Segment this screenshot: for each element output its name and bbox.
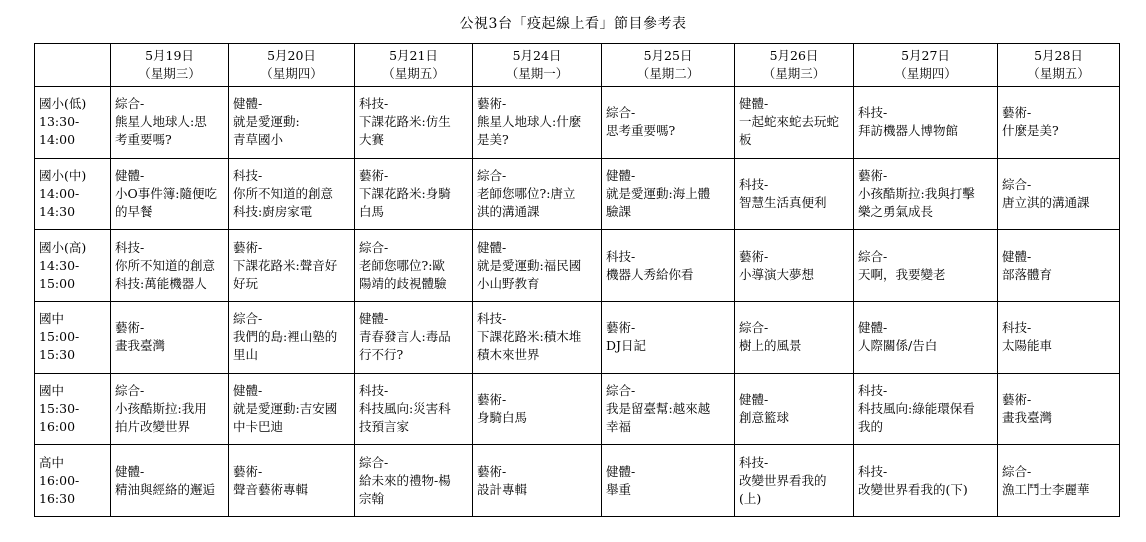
program-category: 科技-	[359, 382, 389, 398]
time-slot-line: 16:00	[39, 418, 76, 434]
program-category: 藝術-	[233, 239, 263, 255]
program-title-line: 人際關係/告白	[858, 338, 938, 354]
program-category: 藝術-	[1002, 391, 1032, 407]
program-title-line: 老師您哪位?:歐	[359, 257, 445, 273]
program-cell	[854, 373, 998, 445]
day-weekday: （星期一）	[505, 66, 569, 81]
program-cell	[355, 301, 473, 373]
program-cell	[473, 301, 602, 373]
time-slot-line: 國小(高)	[39, 239, 87, 255]
program-title-line: 下課花路米:身騎	[359, 185, 451, 201]
program-cell	[355, 158, 473, 230]
program-cell	[111, 230, 229, 302]
program-category: 科技-	[858, 105, 888, 121]
program-title-line: 舉重	[606, 481, 632, 497]
program-title-line: 小孩酷斯拉:我用	[115, 400, 207, 416]
program-cell	[602, 230, 735, 302]
program-category: 綜合-	[359, 454, 389, 470]
program-cell	[111, 158, 229, 230]
day-date: 5月21日	[389, 48, 438, 63]
program-title-line: 熊星人地球人:什麼	[477, 114, 582, 130]
program-title-line: 下課花路米:仿生	[359, 114, 451, 130]
day-date: 5月24日	[512, 48, 562, 63]
program-category: 健體-	[359, 311, 389, 327]
program-cell	[111, 373, 229, 445]
time-slot-line: 15:00-	[39, 329, 80, 345]
day-header	[111, 44, 229, 87]
program-category: 科技-	[477, 311, 507, 327]
day-header	[473, 44, 602, 87]
day-date: 5月20日	[267, 48, 316, 63]
program-title-line: 技預言家	[359, 418, 410, 434]
program-cell	[735, 373, 854, 445]
program-cell	[229, 230, 355, 302]
program-title-line: 淇的溝通課	[477, 203, 540, 219]
program-category: 健體-	[115, 167, 145, 183]
day-date: 5月19日	[145, 48, 194, 63]
program-title-line: 白馬	[359, 203, 385, 219]
program-category: 藝術-	[606, 320, 636, 336]
program-title-line: DJ日記	[606, 338, 647, 354]
time-slot-line: 15:00	[39, 275, 76, 291]
program-cell	[229, 373, 355, 445]
program-cell	[473, 158, 602, 230]
program-title-line: 驗課	[606, 203, 632, 219]
day-header	[998, 44, 1120, 87]
program-category: 綜合-	[233, 311, 263, 327]
day-weekday: （星期四）	[260, 66, 323, 81]
time-slot-line: 15:30-	[39, 400, 80, 416]
program-title-line: 樹上的風景	[739, 338, 802, 354]
program-category: 綜合-	[1002, 463, 1032, 479]
time-slot-cell	[35, 373, 111, 445]
program-title-line: 好玩	[233, 275, 259, 291]
time-slot-line: 國中	[39, 382, 65, 398]
page-title: 公視3台「疫起線上看」節目參考表	[459, 16, 687, 32]
program-cell	[998, 445, 1120, 517]
day-date: 5月28日	[1034, 48, 1083, 63]
program-title-line: 樂之勇氣成長	[858, 203, 934, 219]
program-cell	[602, 158, 735, 230]
program-title-line: 太陽能車	[1002, 338, 1053, 354]
program-cell	[735, 230, 854, 302]
program-cell	[473, 87, 602, 159]
program-cell	[229, 301, 355, 373]
schedule-table	[34, 43, 1120, 517]
program-title-line: 身騎白馬	[477, 409, 528, 425]
program-category: 藝術-	[1002, 105, 1032, 121]
program-title-line: 板	[739, 132, 752, 148]
program-title-line: 考重要嗎?	[115, 132, 172, 148]
time-slot-line: 16:00-	[39, 472, 80, 488]
time-slot-line: 14:30-	[39, 257, 80, 273]
program-title-line: 是美?	[477, 132, 509, 148]
program-title-line: 創意籃球	[739, 409, 790, 425]
program-title-line: 就是愛運動:海上體	[606, 185, 711, 201]
program-title-line: 下課花路米:積木堆	[477, 329, 582, 345]
day-header	[602, 44, 735, 87]
program-cell	[602, 301, 735, 373]
program-category: 健體-	[606, 463, 636, 479]
program-category: 科技-	[606, 248, 636, 264]
time-slot-cell	[35, 230, 111, 302]
program-cell	[111, 87, 229, 159]
program-category: 綜合-	[739, 320, 769, 336]
program-title-line: 設計專輯	[477, 481, 528, 497]
program-category: 藝術-	[477, 391, 507, 407]
program-title-line: 你所不知道的創意	[233, 185, 334, 201]
program-title-line: 幸福	[606, 418, 632, 434]
program-title-line: 就是愛運動:	[233, 114, 300, 130]
program-category: 藝術-	[477, 96, 507, 112]
program-category: 健體-	[858, 320, 888, 336]
program-category: 科技-	[739, 454, 769, 470]
time-slot-line: 14:30	[39, 203, 76, 219]
program-cell	[854, 445, 998, 517]
program-title-line: 我們的島:裡山塾的	[233, 329, 338, 345]
program-category: 藝術-	[739, 248, 769, 264]
schedule-row	[35, 87, 1120, 159]
day-weekday: （星期五）	[1027, 66, 1090, 81]
program-category: 綜合-	[858, 248, 888, 264]
day-header	[355, 44, 473, 87]
program-title-line: 精油與經絡的邂逅	[115, 481, 216, 497]
program-cell	[473, 373, 602, 445]
program-title-line: 部落體育	[1002, 266, 1053, 282]
program-category: 藝術-	[477, 463, 507, 479]
day-header	[854, 44, 998, 87]
program-cell	[355, 87, 473, 159]
program-cell	[473, 445, 602, 517]
program-cell	[854, 230, 998, 302]
program-category: 健體-	[739, 96, 769, 112]
program-title-line: 唐立淇的溝通課	[1002, 194, 1090, 210]
program-cell	[229, 445, 355, 517]
program-cell	[355, 373, 473, 445]
time-slot-line: 15:30	[39, 347, 76, 363]
program-cell	[473, 230, 602, 302]
time-slot-cell	[35, 158, 111, 230]
program-category: 綜合-	[606, 382, 636, 398]
day-date: 5月25日	[643, 48, 693, 63]
program-cell	[735, 445, 854, 517]
day-weekday: （星期四）	[894, 66, 957, 81]
program-title-line: 里山	[233, 347, 259, 363]
program-title-line: 下課花路米:聲音好	[233, 257, 338, 273]
program-title-line: 熊星人地球人:思	[115, 114, 207, 130]
program-cell	[229, 87, 355, 159]
program-title-line: 積木來世界	[477, 347, 540, 363]
program-title-line: 青草國小	[233, 132, 284, 148]
program-cell	[602, 373, 735, 445]
time-slot-line: 16:30	[39, 490, 76, 506]
program-category: 綜合-	[477, 167, 507, 183]
time-slot-line: 14:00	[39, 132, 76, 148]
program-title-line: 小O事件簿:隨便吃	[115, 185, 217, 201]
program-category: 科技-	[858, 382, 888, 398]
time-slot-cell	[35, 301, 111, 373]
program-title-line: 給未來的禮物-楊	[359, 472, 451, 488]
program-title-line: 思考重要嗎?	[606, 123, 676, 139]
program-title-line: 一起蛇來蛇去玩蛇	[739, 114, 840, 130]
time-slot-line: 國小(中)	[39, 167, 87, 183]
header-row	[35, 44, 1120, 87]
program-title-line: 天啊，我要變老	[858, 266, 946, 282]
program-category: 健體-	[233, 382, 263, 398]
program-category: 科技-	[739, 176, 769, 192]
program-title-line: 拜訪機器人博物館	[858, 123, 959, 139]
day-date: 5月27日	[901, 48, 950, 63]
program-cell	[229, 158, 355, 230]
day-date: 5月26日	[769, 48, 819, 63]
program-title-line: 畫我臺灣	[1002, 409, 1053, 425]
program-category: 藝術-	[858, 167, 888, 183]
program-cell	[854, 87, 998, 159]
program-title-line: 就是愛運動:福民國	[477, 257, 582, 273]
program-title-line: 青春發言人:毒品	[359, 329, 451, 345]
program-cell	[111, 445, 229, 517]
day-weekday: （星期三）	[138, 66, 201, 81]
program-category: 科技-	[858, 463, 888, 479]
program-cell	[998, 87, 1120, 159]
program-category: 健體-	[115, 463, 145, 479]
day-header	[229, 44, 355, 87]
program-title-line: 改變世界看我的	[739, 472, 827, 488]
program-cell	[998, 301, 1120, 373]
program-title-line: 科技風向:災害科	[359, 400, 451, 416]
program-title-line: 陽靖的歧視體驗	[359, 275, 447, 291]
program-title-line: 小山野教育	[477, 275, 540, 291]
time-slot-line: 14:00-	[39, 185, 80, 201]
program-title-line: (上)	[739, 490, 762, 506]
program-title-line: 宗翰	[359, 490, 385, 506]
program-title-line: 我是留臺幫:越來越	[606, 400, 711, 416]
program-category: 科技-	[115, 239, 145, 255]
program-category: 科技-	[233, 167, 263, 183]
program-category: 健體-	[739, 391, 769, 407]
program-cell	[998, 373, 1120, 445]
program-category: 健體-	[606, 167, 636, 183]
program-category: 健體-	[233, 96, 263, 112]
program-category: 綜合-	[359, 239, 389, 255]
schedule-row	[35, 373, 1120, 445]
program-category: 綜合-	[115, 382, 145, 398]
program-cell	[602, 445, 735, 517]
program-title-line: 科技:萬能機器人	[115, 275, 207, 291]
program-title-line: 行不行?	[359, 347, 404, 363]
program-category: 健體-	[1002, 248, 1032, 264]
program-cell	[602, 87, 735, 159]
program-title-line: 老師您哪位?:唐立	[477, 185, 576, 201]
day-header	[735, 44, 854, 87]
schedule-row	[35, 158, 1120, 230]
program-category: 藝術-	[233, 463, 263, 479]
program-cell	[355, 445, 473, 517]
program-category: 綜合-	[1002, 176, 1032, 192]
time-slot-line: 高中	[39, 454, 65, 470]
schedule-row	[35, 230, 1120, 302]
program-title-line: 的早餐	[115, 203, 153, 219]
time-slot-line: 13:30-	[39, 114, 80, 130]
program-title-line: 小導演大夢想	[739, 266, 815, 282]
program-title-line: 就是愛運動:吉安國	[233, 400, 338, 416]
day-weekday: （星期二）	[636, 66, 700, 81]
program-cell	[854, 301, 998, 373]
schedule-row	[35, 445, 1120, 517]
program-title-line: 什麼是美?	[1002, 123, 1059, 139]
time-slot-cell	[35, 87, 111, 159]
program-cell	[355, 230, 473, 302]
program-title-line: 科技:廚房家電	[233, 203, 313, 219]
program-cell	[111, 301, 229, 373]
time-slot-line: 國小(低)	[39, 96, 87, 112]
program-title-line: 中卡巴迪	[233, 418, 284, 434]
schedule-row	[35, 301, 1120, 373]
day-weekday: （星期三）	[762, 66, 826, 81]
program-title-line: 你所不知道的創意	[115, 257, 216, 273]
program-title-line: 畫我臺灣	[115, 338, 166, 354]
program-cell	[998, 230, 1120, 302]
program-category: 藝術-	[115, 320, 145, 336]
time-slot-cell	[35, 445, 111, 517]
program-cell	[854, 158, 998, 230]
program-title-line: 科技風向:綠能環保看	[858, 400, 975, 416]
program-title-line: 聲音藝術專輯	[233, 481, 309, 497]
program-category: 健體-	[477, 239, 507, 255]
program-title-line: 我的	[858, 418, 884, 434]
program-title-line: 機器人秀給你看	[606, 266, 694, 282]
program-category: 藝術-	[359, 167, 389, 183]
program-category: 科技-	[359, 96, 389, 112]
program-title-line: 拍片改變世界	[115, 418, 191, 434]
program-title-line: 漁工鬥士李麗華	[1002, 481, 1090, 497]
program-title-line: 大賽	[359, 132, 385, 148]
program-title-line: 智慧生活真便利	[739, 194, 827, 210]
program-cell	[998, 158, 1120, 230]
day-weekday: （星期五）	[382, 66, 445, 81]
program-cell	[735, 87, 854, 159]
corner-cell	[35, 44, 111, 87]
program-category: 科技-	[1002, 320, 1032, 336]
program-category: 綜合-	[115, 96, 145, 112]
time-slot-line: 國中	[39, 311, 65, 327]
program-title-line: 改變世界看我的(下)	[858, 481, 968, 497]
program-cell	[735, 301, 854, 373]
program-title-line: 小孩酷斯拉:我與打擊	[858, 185, 975, 201]
program-category: 綜合-	[606, 105, 636, 121]
program-cell	[735, 158, 854, 230]
